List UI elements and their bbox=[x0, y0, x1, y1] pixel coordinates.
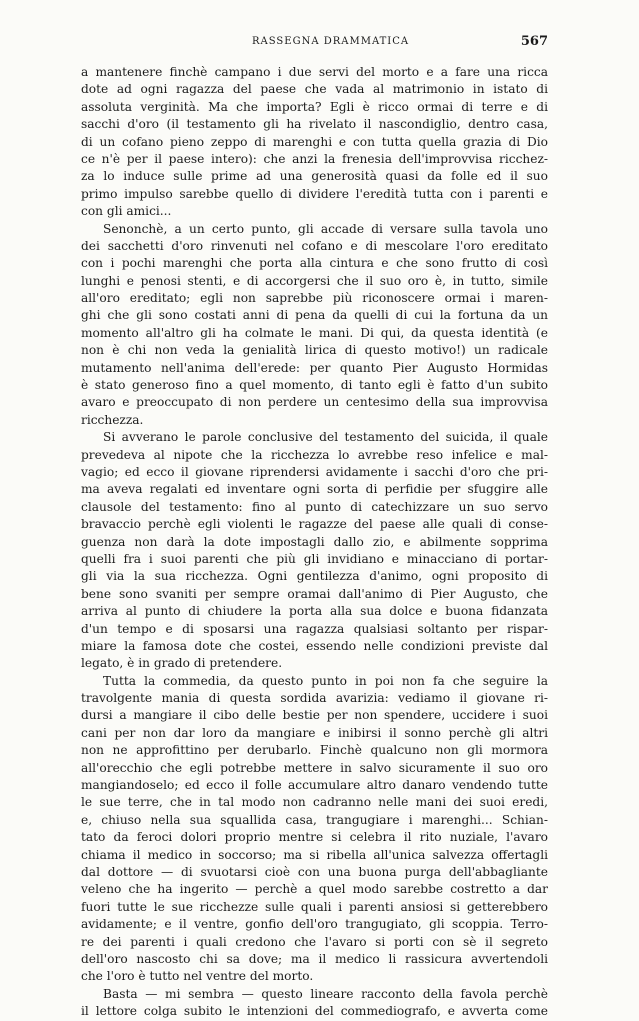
text-line: cani per non dar loro da mangiare e inibirsi il sonno perchè gli altri bbox=[81, 725, 548, 740]
text-line: all'oro ereditato; egli non saprebbe più riconoscere ormai i maren- bbox=[81, 291, 548, 306]
text-line: travolgente mania di questa sordida avarizia: vediamo il giovane ri- bbox=[81, 691, 548, 706]
text-line: primo impulso sarebbe quello di dividere l'eredità tutta con i parenti e bbox=[81, 186, 548, 201]
page-number: 567 bbox=[520, 34, 548, 49]
text-line: ricchezza. bbox=[81, 412, 144, 427]
text-line: prevedeva al nipote che la ricchezza lo avrebbe reso infelice e mal- bbox=[81, 447, 548, 462]
text-line: mangiandoselo; ed ecco il folle accumulare altro danaro vendendo tutte bbox=[81, 778, 548, 793]
text-line: quelli fra i suoi parenti che più gli invidiano e minacciano di portar- bbox=[81, 551, 548, 566]
text-line: dursi a mangiare il cibo delle bestie per non spendere, uccidere i suoi bbox=[81, 708, 548, 723]
text-line: miare la famosa dote che costei, essendo nelle condizioni previste dal bbox=[81, 638, 548, 653]
text-line: ma aveva regalati ed inventare ogni sorta di perfidie per sfuggire alle bbox=[81, 482, 548, 497]
text-line: za lo induce sulle prime ad una generosità quasi da folle ed il suo bbox=[81, 169, 548, 184]
text-line: bene sono svaniti per sempre oramai dall'animo di Pier Augusto, che bbox=[81, 586, 548, 601]
text-line: a mantenere finchè campano i due servi del morto e a fare una ricca bbox=[81, 65, 548, 79]
text-line: avidamente; e il ventre, gonfio dell'oro trangugiato, gli scoppia. Terro- bbox=[81, 917, 548, 932]
text-line: d'un tempo e di sposarsi una ragazza qualsiasi soltanto per rispar- bbox=[81, 621, 548, 636]
text-line: assoluta verginità. Ma che importa? Egli è ricco ormai di terre e di bbox=[81, 99, 548, 114]
running-title: RASSEGNA DRAMMATICA bbox=[252, 36, 410, 47]
text-line: dei sacchetti d'oro rinvenuti nel cofano e di mescolare l'oro ereditato bbox=[81, 238, 548, 253]
text-line: con gli amici... bbox=[81, 204, 172, 219]
text-line: chiama il medico in soccorso; ma si ribella all'unica salvezza offertagli bbox=[81, 847, 548, 862]
text-line: clausole del testamento: fino al punto di catechizzare un suo servo bbox=[81, 499, 548, 514]
text-line: è stato generoso fino a quel momento, di tanto egli è fatto d'un subito bbox=[81, 378, 548, 393]
text-line: Si avverano le parole conclusive del testamento del suicida, il quale bbox=[103, 430, 548, 445]
text-line: sacchi d'oro (il testamento gli ha rivelato il nascondiglio, dentro casa, bbox=[81, 117, 548, 132]
text-line: all'orecchio che egli potrebbe mettere in salvo sicuramente il suo oro bbox=[81, 760, 548, 775]
text-line: dal dottore — di svuotarsi cioè con una buona purga dell'abbagliante bbox=[81, 864, 548, 879]
text-line: fuori tutte le sue ricchezze sulle quali i parenti ansiosi si getterebbero bbox=[81, 899, 548, 914]
text-line: dell'oro nascosto chi sa dove; ma il medico li rassicura avvertendoli bbox=[81, 951, 548, 966]
text-line: re dei parenti i quali credono che l'avaro si porti con sè il segreto bbox=[81, 934, 548, 949]
text-line: momento all'altro gli ha colmate le mani. Di qui, da questa identità (e bbox=[81, 325, 548, 340]
text-line: e, chiuso nella sua squallida casa, trangugiare i marenghi... Schian- bbox=[81, 812, 548, 827]
text-line: il lettore colga subito le intenzioni del commediografo, e avverta come bbox=[81, 1004, 548, 1019]
paragraph bbox=[81, 986, 548, 1021]
text-line: ghi che gli sono costati anni di pena da quelli di cui la fortuna da un bbox=[81, 308, 548, 323]
page-header bbox=[80, 36, 548, 52]
text-line: legato, è in grado di pretendere. bbox=[81, 656, 283, 671]
text-line: Senonchè, a un certo punto, gli accade di versare sulla tavola uno bbox=[103, 221, 548, 236]
paragraph bbox=[81, 429, 548, 672]
text-line: arriva al punto di chiudere la porta alla sua dolce e buona fidanzata bbox=[81, 604, 548, 619]
text-line: mutamento nell'anima dell'erede: per quanto Pier Augusto Hormidas bbox=[81, 360, 548, 375]
text-line: non ne approfittino per derubarlo. Finchè qualcuno non gli mormora bbox=[81, 743, 548, 758]
text-line: Tutta la commedia, da questo punto in poi non fa che seguire la bbox=[103, 673, 548, 688]
text-line: Basta — mi sembra — questo lineare racconto della favola perchè bbox=[103, 986, 548, 1001]
text-line: le sue terre, che in tal modo non cadranno nelle mani dei suoi eredi, bbox=[81, 795, 548, 810]
text-line: avaro e preoccupato di non perdere un centesimo della sua improvvisa bbox=[81, 395, 548, 410]
text-line: con i pochi marenghi che porta alla cintura e che sono frutto di così bbox=[81, 256, 548, 271]
text-line: lunghi e penosi stenti, e di accorgersi che il suo oro è, in tutto, simile bbox=[81, 273, 548, 288]
text-line: di un cofano pieno zeppo di marenghi e con tutta quella grazia di Dio bbox=[81, 134, 548, 149]
paragraph bbox=[81, 221, 548, 430]
text-line: guenza non darà la dote impostagli dallo zio, e abilmente sopprima bbox=[81, 534, 548, 549]
text-line: tato da feroci dolori proprio mentre si celebra il rito nuziale, l'avaro bbox=[81, 830, 548, 845]
text-line: gli via la sua ricchezza. Ogni gentilezza d'animo, ogni proposito di bbox=[81, 569, 548, 584]
text-line: non è chi non veda la genialità lirica di questo motivo!) un radicale bbox=[81, 343, 548, 358]
paragraph bbox=[81, 64, 548, 221]
text-line: vagio; ed ecco il giovane riprendersi avidamente i sacchi d'oro che pri- bbox=[81, 464, 548, 479]
text-line: ce n'è per il paese intero): che anzi la frenesia dell'improvvisa ricchez- bbox=[81, 151, 548, 166]
text-line: veleno che ha ingerito — perchè a quel modo sarebbe costretto a dar bbox=[81, 882, 548, 897]
text-line: dote ad ogni ragazza del paese che vada al matrimonio in istato di bbox=[81, 82, 548, 97]
paragraph bbox=[81, 673, 548, 986]
body-text bbox=[81, 64, 548, 1020]
text-line: che l'oro è tutto nel ventre del morto. bbox=[81, 969, 314, 984]
text-line: bravaccio perchè egli violenti le ragazze del paese alle quali di conse- bbox=[81, 517, 548, 532]
